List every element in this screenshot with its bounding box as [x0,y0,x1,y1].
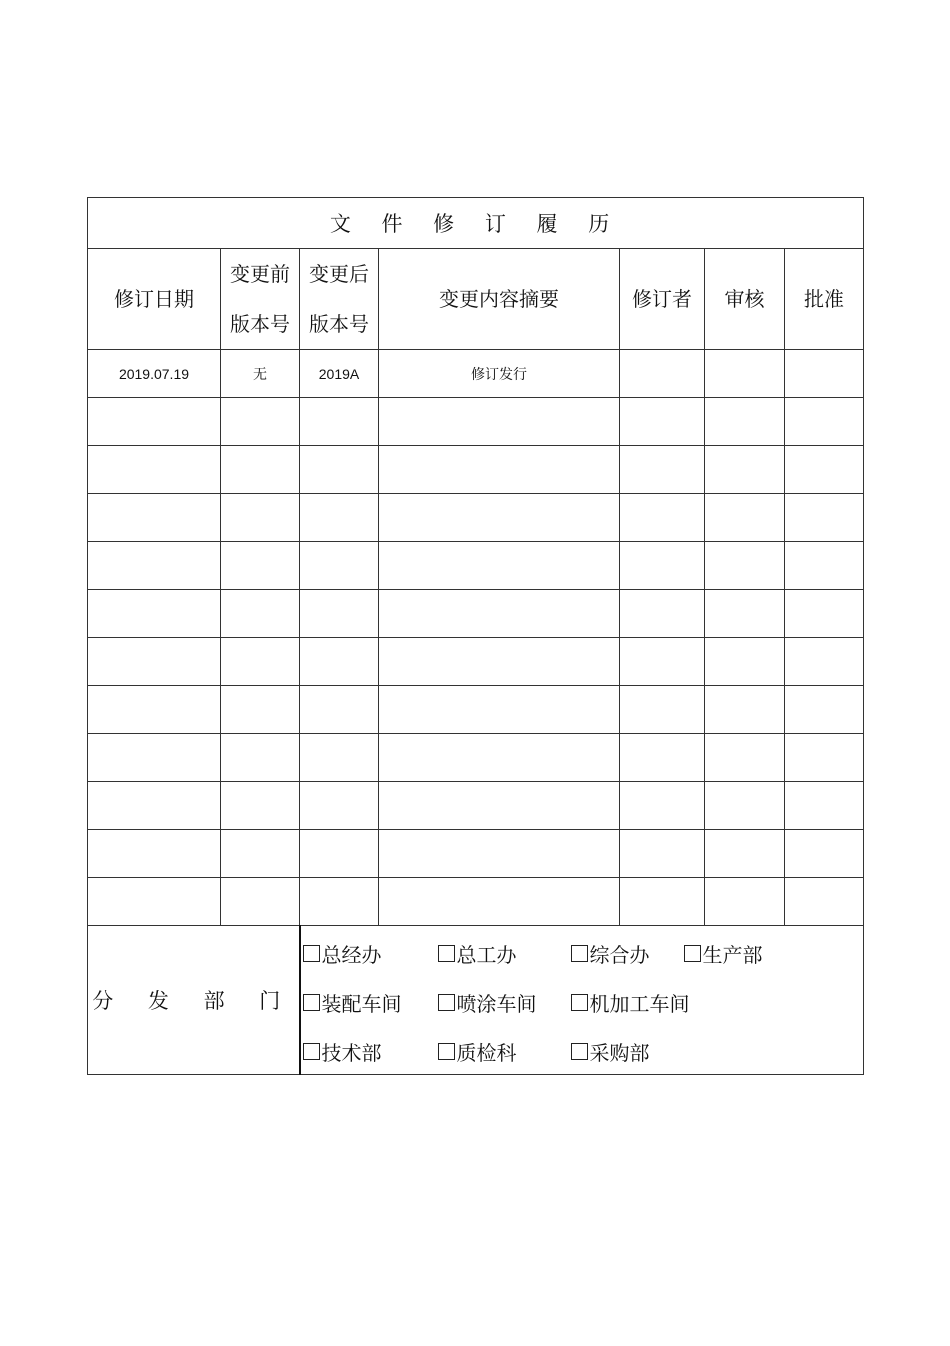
empty-cell [705,446,785,494]
header-prev-version-line1: 变更前 [230,262,290,286]
dept-checkbox[interactable] [303,939,382,968]
dept-label: 质检科 [456,1041,517,1065]
empty-cell [785,494,864,542]
dept-checkbox[interactable] [684,939,763,968]
checkbox-icon[interactable] [438,945,455,962]
empty-cell [300,638,379,686]
table-row [88,878,864,926]
dept-label: 综合办 [589,943,650,967]
empty-cell [620,638,705,686]
header-prev-version [221,249,300,350]
header-change-summary: 变更内容摘要 [379,249,620,350]
empty-cell [785,734,864,782]
cell-next-version: 2019A [300,350,379,398]
table-row [88,830,864,878]
checkbox-icon[interactable] [684,945,701,962]
empty-cell [88,782,221,830]
distribution-departments [300,926,864,1075]
header-next-version-line1: 变更后 [309,262,369,286]
empty-cell [379,878,620,926]
empty-cell [379,638,620,686]
empty-cell [620,782,705,830]
empty-cell [379,830,620,878]
empty-cell [221,686,300,734]
empty-cell [785,398,864,446]
empty-cell [88,734,221,782]
dept-checkbox[interactable] [303,988,402,1017]
checkbox-icon[interactable] [571,945,588,962]
empty-cell [221,830,300,878]
empty-cell [221,494,300,542]
empty-cell [620,734,705,782]
header-approve: 批准 [785,249,864,350]
dept-checkbox[interactable] [571,939,650,968]
empty-cell [705,878,785,926]
table-row [88,686,864,734]
dept-label: 机加工车间 [589,992,690,1016]
dept-checkbox[interactable] [438,1037,517,1066]
empty-cell [620,398,705,446]
empty-cell [88,494,221,542]
empty-cell [300,878,379,926]
empty-cell [785,782,864,830]
dept-checkbox[interactable] [571,988,690,1017]
empty-cell [379,542,620,590]
empty-cell [88,446,221,494]
table-row [88,446,864,494]
empty-cell [221,590,300,638]
empty-cell [88,830,221,878]
empty-cell [620,590,705,638]
header-next-version-line2: 版本号 [309,312,369,336]
empty-cell [88,686,221,734]
empty-cell [300,734,379,782]
empty-cell [379,398,620,446]
empty-cell [705,494,785,542]
empty-cell [221,782,300,830]
dept-label: 总工办 [456,943,517,967]
empty-cell [705,638,785,686]
table-row [88,638,864,686]
empty-cell [300,830,379,878]
empty-cell [379,494,620,542]
checkbox-icon[interactable] [438,1043,455,1060]
empty-cell [785,446,864,494]
cell-summary: 修订发行 [379,350,620,398]
checkbox-icon[interactable] [303,994,320,1011]
header-prev-version-line2: 版本号 [230,312,290,336]
empty-cell [88,542,221,590]
empty-cell [705,398,785,446]
empty-cell [300,398,379,446]
table-row [88,398,864,446]
empty-cell [620,494,705,542]
empty-cell [379,734,620,782]
header-next-version [300,249,379,350]
table-row [88,734,864,782]
cell-prev-version: 无 [221,350,300,398]
distribution-label: 分 发 部 门 [88,926,300,1075]
empty-cell [785,878,864,926]
empty-cell [785,830,864,878]
empty-cell [300,686,379,734]
empty-cell [785,590,864,638]
cell-review [705,350,785,398]
table-row [88,494,864,542]
empty-cell [705,542,785,590]
dept-checkbox[interactable] [438,988,537,1017]
dept-checkbox[interactable] [438,939,517,968]
empty-cell [379,782,620,830]
empty-cell [88,878,221,926]
empty-cell [379,686,620,734]
cell-date: 2019.07.19 [88,350,221,398]
empty-cell [379,446,620,494]
dept-checkbox[interactable] [571,1037,650,1066]
empty-cell [785,638,864,686]
empty-cell [300,446,379,494]
dept-label: 技术部 [321,1041,382,1065]
empty-cell [705,830,785,878]
table-row [88,350,864,398]
checkbox-icon[interactable] [571,994,588,1011]
checkbox-icon[interactable] [303,945,320,962]
table-row [88,782,864,830]
empty-cell [705,782,785,830]
header-revision-date: 修订日期 [88,249,221,350]
empty-cell [300,542,379,590]
empty-cell [705,734,785,782]
empty-cell [221,734,300,782]
empty-cell [300,494,379,542]
empty-cell [620,830,705,878]
table-row [88,542,864,590]
cell-approve [785,350,864,398]
empty-cell [300,782,379,830]
empty-cell [785,542,864,590]
empty-cell [88,398,221,446]
header-reviser: 修订者 [620,249,705,350]
empty-cell [620,446,705,494]
distribution-row [88,926,864,1075]
dept-label: 总经办 [321,943,382,967]
checkbox-icon[interactable] [571,1043,588,1060]
checkbox-icon[interactable] [303,1043,320,1060]
cell-reviser [620,350,705,398]
empty-cell [221,398,300,446]
empty-cell [88,638,221,686]
table-title: 文 件 修 订 履 历 [88,198,864,249]
empty-cell [785,686,864,734]
empty-cell [221,878,300,926]
dept-label: 生产部 [702,943,763,967]
empty-cell [705,686,785,734]
empty-cell [620,542,705,590]
checkbox-icon[interactable] [438,994,455,1011]
empty-cell [620,686,705,734]
table-row [88,590,864,638]
empty-cell [88,590,221,638]
empty-cell [221,446,300,494]
dept-label: 装配车间 [321,992,402,1016]
empty-cell [221,542,300,590]
empty-cell [620,878,705,926]
empty-cell [705,590,785,638]
empty-cell [300,590,379,638]
empty-cell [379,590,620,638]
header-review: 审核 [705,249,785,350]
revision-history-table [87,197,864,1075]
dept-label: 采购部 [589,1041,650,1065]
dept-checkbox[interactable] [303,1037,382,1066]
dept-label: 喷涂车间 [456,992,537,1016]
empty-cell [221,638,300,686]
